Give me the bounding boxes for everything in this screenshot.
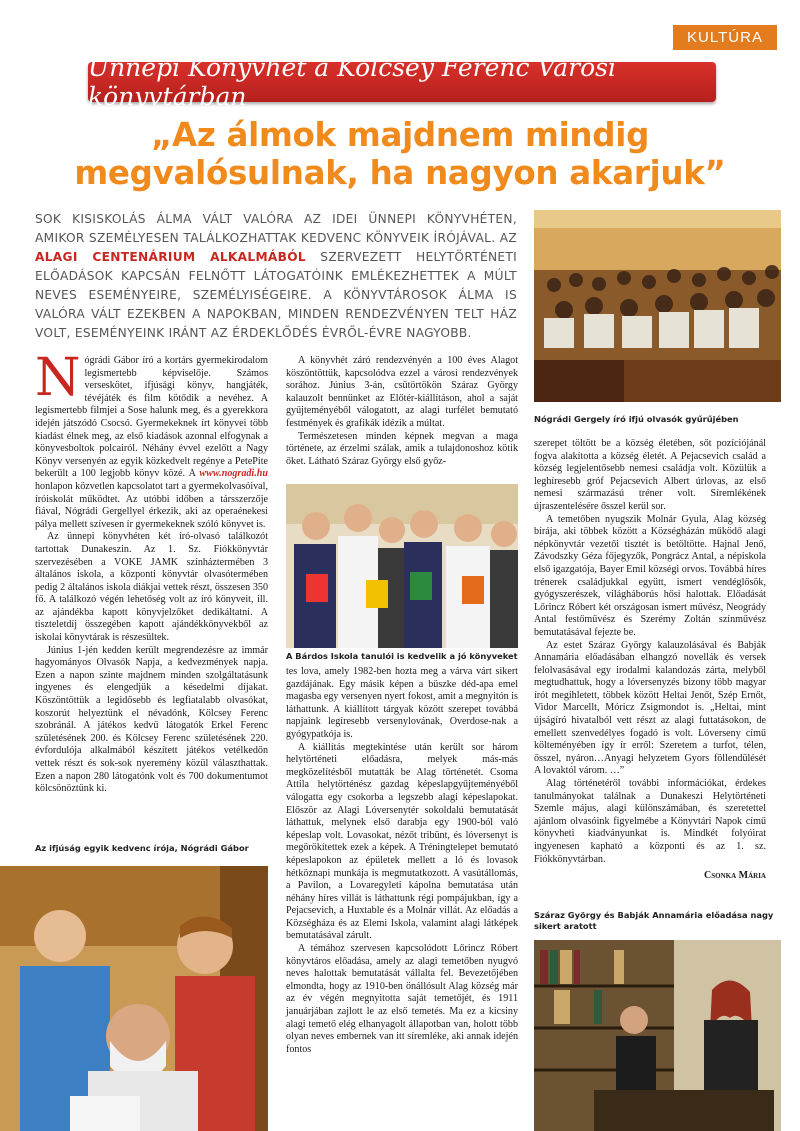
photo-audience [534,210,781,402]
col3-paragraph-4: Alag történetéről további információkat, érdekes tanulmányokat találnak a Dunakeszi Helytörténeti Szemle május, alagi különszámában, és szeretettel ajánlom olvasóink figyelmébe a Könyvtári Napok című könyvheti kiadványunkat is. Mindkét folyóirat ingyenesen kapható a központi és az 1. sz. Fiókkönyvtárban. [534,778,766,865]
caption-author: Az ifjúság egyik kedvenc írója, Nógrádi Gábor [35,843,249,853]
headline-line-2: megvalósulnak, ha nagyon akarjuk” [74,154,726,192]
col1-paragraph-1 [35,348,268,531]
photo-kids [286,484,518,648]
caption-kids: A Bárdos Iskola tanulói is kedvelik a jó könyveket [286,651,518,661]
col2-paragraph-5: A témához szervesen kapcsolódott Lőrincz Róbert könyvtáros előadása, amely az alagi temetőben nyugvó neves halottak bemutatását vállalta fel. Bevezetőjében elmondta, hogy az 1910-ben önállósult Alag község már az év végén megnyitotta saját temetőjét, és 1911 januárjában zajlott le az első temetés. Ma ez a kicsiny alagi temető elég elhanyagolt állapotban van, holott több olyan neves embernek van itt síremléke, aki annak idején fontos [286,943,518,1055]
photo-author [0,866,268,1131]
lead-paragraph [35,210,517,343]
column-1 [35,348,268,796]
column-2-top [286,355,518,468]
col3-paragraph-1: szerepet töltött be a község életében, sőt pozíciójánál fogva alakította a község életét. A Pejacsevich család a község legjelentősebb nemesi családja volt. Közülük a leghíresebb gróf Pejacsevich Albert úrlovas, az első nemesi származású tréner volt. Síremlékének újraszentelésére ősszel kerül sor. [534,438,766,512]
article-banner: Ünnepi Könyvhét a Kölcsey Ferenc Városi könyvtárban [88,62,716,102]
col3-paragraph-2: A temetőben nyugszik Molnár Gyula, Alag község bírája, aki többek között a Községházán működő alagi népkönyvtár vezetői tisztét is betöltötte. Hajnal Jenő, Závodszky Géza főjegyzők, Pongrácz Antal, a népiskola első igazgatója, Bayer Emil községi orvos. Továbbá híres trénerek családjukkal együtt, ismert vendéglősök, gyógyszerészek, világháborús hősi halottak. Előadását Lőrincz Róbert két országosan ismert művész, Neogrády Antal festőművész és Szerémy Zoltán színművész bemutatásával fejezte be. [534,513,766,638]
column-2-bottom [286,666,518,1056]
col2-paragraph-3: tes lova, amely 1982-ben hozta meg a várva várt sikert gazdájának. Egy másik képen a büszke déd-apa emel magasba egy versenyen nyert fokost, amit a megnyitón is láthattunk. A kiállított tárgyak között szerepet továbbá napjaink legíresebb versenylovának, Overdose-nak a gyógypatkója is. [286,666,518,740]
dropcap: N [35,348,81,408]
headline-line-1: „Az álmok majdnem mindig [150,116,650,154]
headline [0,116,800,192]
lead-part-2: SZERVEZETT HELYTÖRTÉNETI ELŐADÁSOK KAPCSÁN FELNŐTT LÁTOGATÓINK EMLÉKEZHETTEK A MÚLT NEVES ESEMÉNYEIRE, SZEMÉLYISÉGEIRE. A KÖNYVTÁROSOK ÁLMA IS VALÓRA VÁLT EZEKBEN A NAPOKBAN, MINDEN RENDEZVÉNYEN TELT HÁZ VOLT, ESEMÉNYEINK IRÁNT AZ ÉRDEKLŐDÉS ÉVRŐL-ÉVRE NAGYOBB. [35,250,518,340]
col3-paragraph-3: Az estet Száraz György kalauzolásával és Babják Annamária előadásában elhangzó novellák és versek felolvasásával egy irodalmi kalandozás zárta, melyből megtudhattuk, hogy a lóversenyzés bizony több magyar írót megihletett, többek között Heltai Jenőt, Szép Ernőt, Vidor Marcellt, Móricz Zsigmondot is. „Heltai, mint újságíró hivatalból vett részt az alagi futtatásokon, de emellett szenvedélyes fogadó is volt. Lóverseny című költeményében így ír erről: Szeretem a turfot, télen, ősszel, nyáron…Anyagi helyzetem Gyors föllendülését A lovaktól várom. …” [534,639,766,777]
col1-p1a: ógrádi Gábor író a kortárs gyermekirodalom legismertebb képviselője. Számos verseskötet, ifjúsági könyv, hangjáték, tévéjáték és film kötődik a nevéhez. A legismertebb filmjei a Sose halunk meg, és a gyerekkora idején játszódó Csocsó. Gyermekeknek írt könyvei több kiadást élnek meg, az első kiadások azonnal elfogynak a könyvesboltok polcairól. Néhány évvel ezelőtt a Nagy Könyv versenyén az egyik közkedvelt regénye a PetePite bekerült a 100 legjobb könyv közé. A [35,355,268,480]
lead-part-1: SOK KISISKOLÁS ÁLMA VÁLT VALÓRA AZ IDEI ÜNNEPI KÖNYVHÉTEN, AMIKOR SZEMÉLYESEN TALÁLKOZHATTAK KEDVENC KÖNYVEIK ÍRÓJÁVAL. AZ [35,212,517,245]
column-3 [534,438,766,883]
col2-paragraph-1: A könyvhét záró rendezvényén a 100 éves Alagot köszöntöttük, kapcsolódva ezzel a városi rendezvények sorához. Június 3-án, csütörtökön Száraz György kalauzolt bennünket az Előtér-kiállításon, ahol a saját gyűjteményéből válogatott, az alagi turfélet bemutató festmények és grafikák idézik a múltat. [286,355,518,429]
photo-readers [534,940,781,1131]
col1-p1b: honlapon közvetlen kapcsolatot tart a gyermekolvasóival, íróiskolát működtet. Az utóbbi időben a társszerzője fiával, Nógrádi Gergellyel érkezik, aki az operaénekesi pálya mellett szívesen ír gyermekeknek szóló könyvet is. [35,480,268,530]
col2-paragraph-2: Természetesen minden képnek megvan a maga története, az érzelmi szálak, amik a tulajdonoshoz kötik őket. Látható Száraz György első győz- [286,430,518,467]
caption-audience: Nógrádi Gergely író ifjú olvasók gyűrűjében [534,414,739,424]
caption-readers: Száraz György és Babják Annamária előadása nagy sikert aratott [534,910,774,931]
section-tag: KULTÚRA [673,25,777,50]
col2-paragraph-4: A kiállítás megtekintése után került sor három helytörténeti előadásra, melyek más-más megközelítésből mutatták be Alag történetét. Csoma Attila helytörténész gazdag képeslapgyűjteményéből válogatta egy csokorba a legszebb alagi képeslapokat. Először az Alagi Lóversenytér sokoldalú bemutatását láthattuk, melynek első darabja egy 1900-ból való képeslap volt. Lovasokat, nézőt tribünt, és lóversenyt is megörökítettek ezek a képek. A Tréningtelepet bemutató képeslapokon az épületek mellett a ló és lovasok hétköznapi munkája is megmutatkozott. A vasútállomás, a Pavilon, a Lovaregyleti kápolna bemutatása után néhány híres villát is láthattunk régi pompájukban, így a Pejacsevich, a Huxtable és a Molnár villát. Az előadás a Községháza és az Elemi Iskola, valamint alagi látképek bemutatásával zárult. [286,741,518,942]
author-signature: Csonka Mária [704,870,766,882]
lead-highlight: ALAGI CENTENÁRIUM ALKALMÁBÓL [35,250,306,264]
col1-paragraph-2: Az ünnepi könyvhéten két író-olvasó találkozót tartottak Dunakeszin. Az 1. Sz. Fiókkönyvtár szervezésében a VOKE JAMK színháztermében 3 általános iskola, a központi könyvtár olvasótermében pedig 2 általános iskola diákjai vettek részt, összesen 350 fő. A találkozó végén lehetőség volt az író könyveit, ill. az ajándékba kapott könyvjelzőket dedikáltatni. A tiszteletdíj összegében kapott ajándékkönyvekből az iskolai könyvtárak is részesültek. [35,531,268,644]
website-link[interactable]: www.nogradi.hu [199,468,268,480]
col1-paragraph-3: Június 1-jén kedden került megrendezésre az immár hagyományos Olvasók Napja, a kedvezmények napja. Ezen a napon szinte majdnem minden szolgáltatásunk ingyenes és elengedjük a késedelmi díjakat. Köszöntöttük a legidősebb és legfiatalabb olvasókat, koszorút helyeztünk el névadónk, Kölcsey Ferenc szobránál. A játékos kedvű látogatók Erkel Ferenc születésének 200. és Kölcsey Ferenc születésének 220. évfordulója alkalmából készített játékos vetélkedőn vettek részt és sok-sok nyeremény közül választhattak. Ezen a napon 280 látogatónk volt és 700 dokumentumot kölcsönöztünk ki. [35,644,268,795]
